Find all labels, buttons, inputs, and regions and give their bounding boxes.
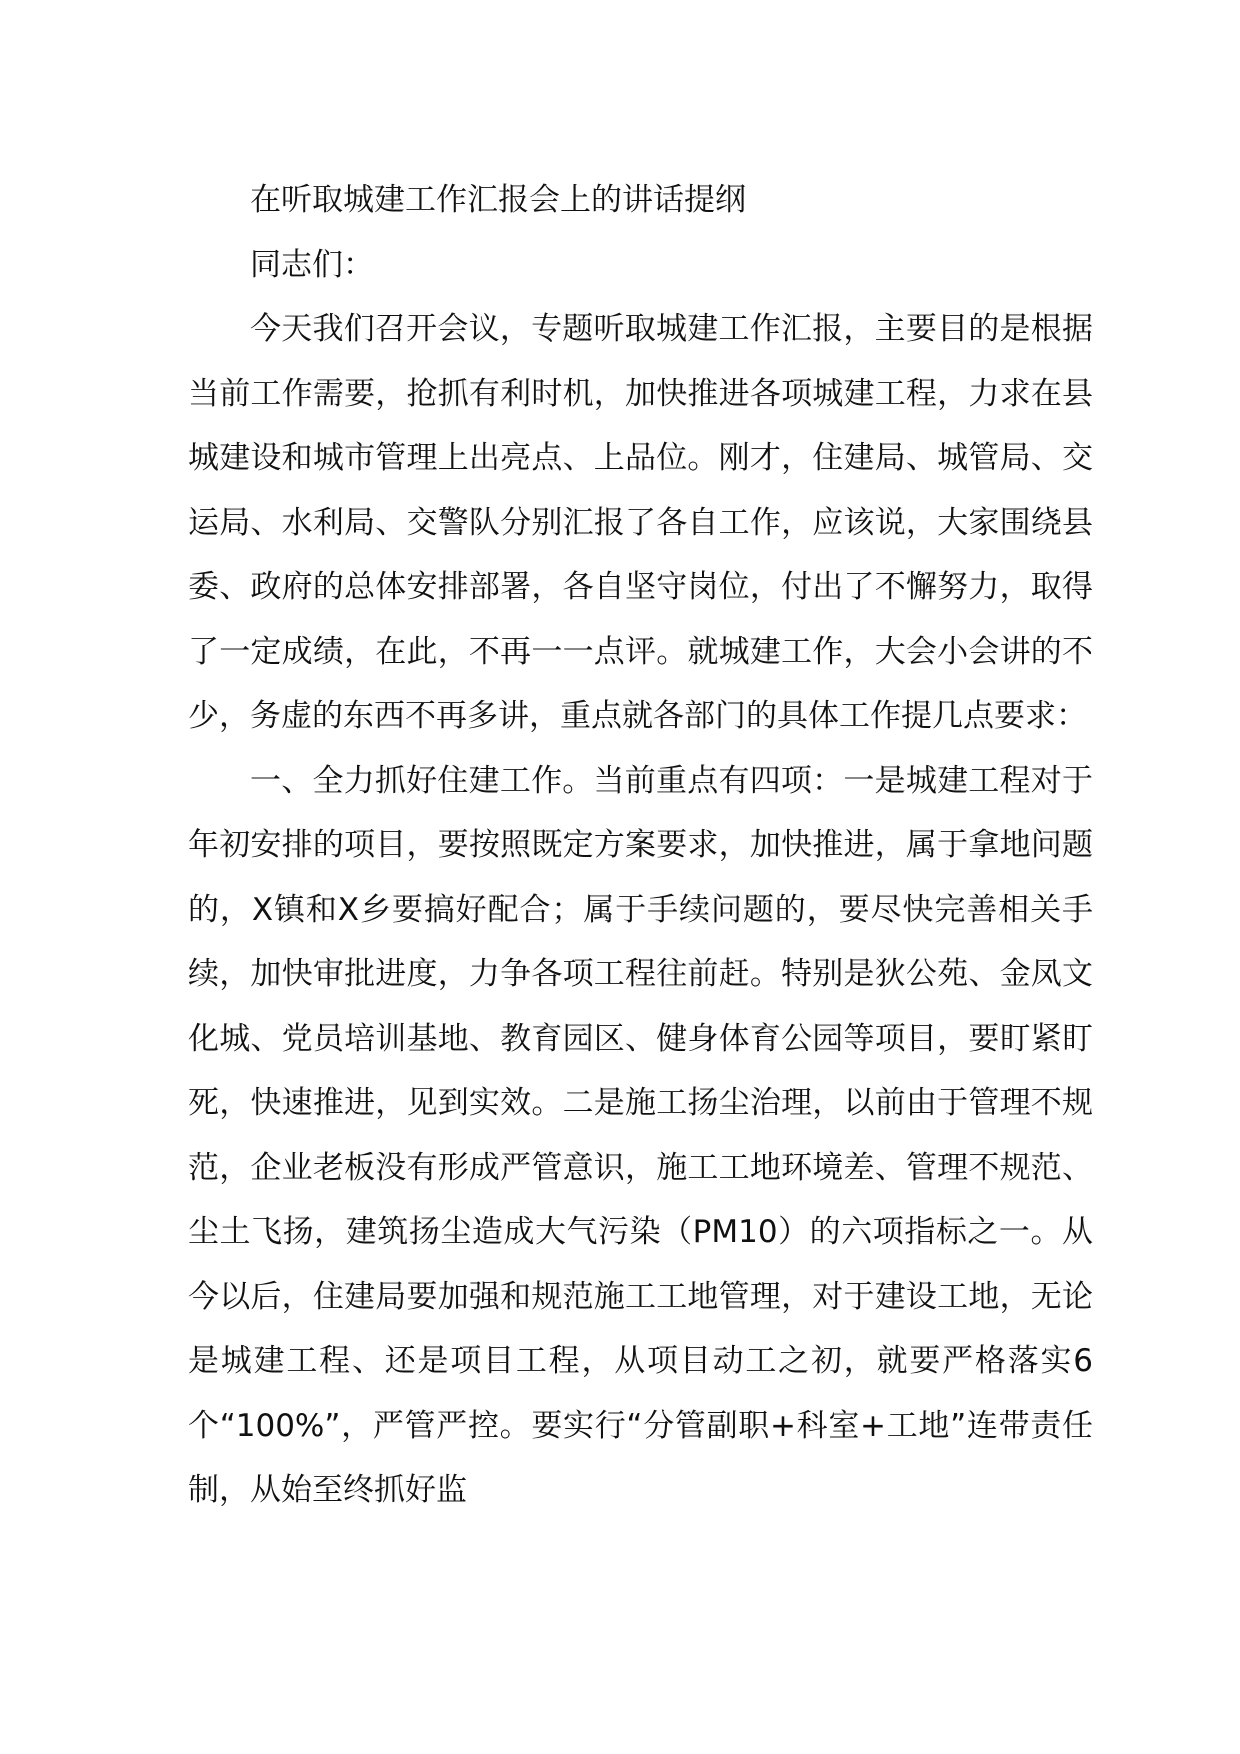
document-body (188, 168, 1093, 1523)
document-title: 在听取城建工作汇报会上的讲话提纲 (250, 182, 746, 218)
paragraph-section-1: 一、全力抓好住建工作。当前重点有四项：一是城建工程对于年初安排的项目，要按照既定方案要求，加快推进，属于拿地问题的，X镇和X乡要搞好配合；属于手续问题的，要尽快完善相关手续，加快审批进度，力争各项工程往前赶。特别是狄公苑、金凤文化城、党员培训基地、教育园区、健身体育公园等项目，要盯紧盯死，快速推进，见到实效。二是施工扬尘治理，以前由于管理不规范，企业老板没有形成严管意识，施工工地环境差、管理不规范、尘土飞扬，建筑扬尘造成大气污染（PM10）的六项指标之一。从今以后，住建局要加强和规范施工工地管理，对于建设工地，无论是城建工程、还是项目工程，从项目动工之初，就要严格落实6个“100%”，严管严控。要实行“分管副职+科室+工地”连带责任制，从始至终抓好监 (188, 762, 1093, 1508)
salutation: 同志们： (250, 246, 374, 283)
paragraph-intro: 今天我们召开会议，专题听取城建工作汇报，主要目的是根据当前工作需要，抢抓有利时机，加快推进各项城建工程，力求在县城建设和城市管理上出亮点、上品位。刚才，住建局、城管局、交运局、水利局、交警队分别汇报了各自工作，应该说，大家围绕县委、政府的总体安排部署，各自坚守岗位，付出了不懈努力，取得了一定成绩，在此，不再一一点评。就城建工作，大会小会讲的不少，务虚的东西不再多讲，重点就各部门的具体工作提几点要求： (188, 311, 1093, 734)
